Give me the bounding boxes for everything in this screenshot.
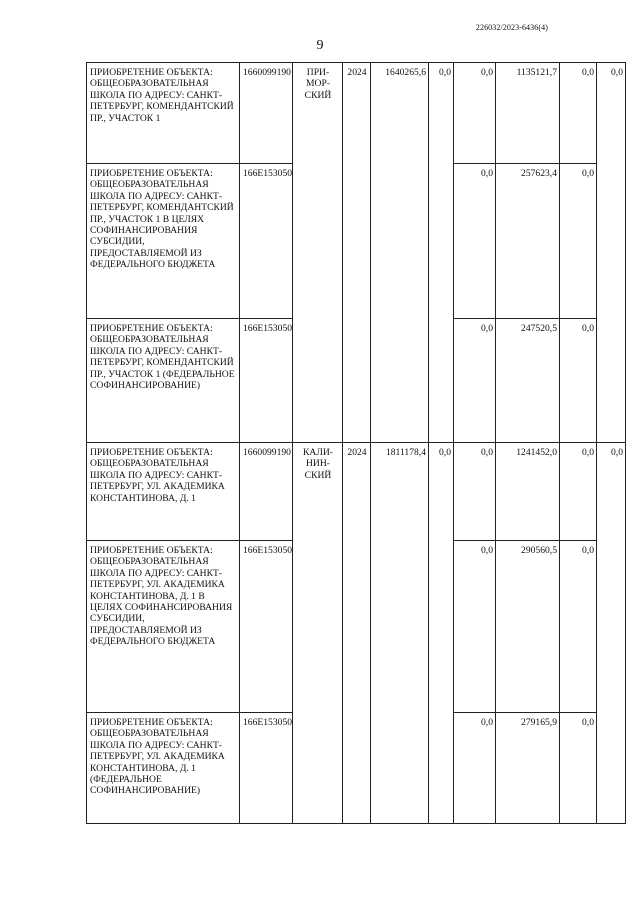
budget-code-cell: 166E153050 (240, 164, 293, 319)
amount-cell: 0,0 (560, 713, 597, 824)
amount-cell: 0,0 (597, 63, 626, 443)
amount-cell: 290560,5 (496, 541, 560, 713)
amount-cell: 0,0 (454, 541, 496, 713)
object-name-cell: ПРИОБРЕТЕНИЕ ОБЪЕКТА: ОБЩЕОБРАЗОВАТЕЛЬНАЯ ШКОЛА ПО АДРЕСУ: САНКТ-ПЕТЕРБУРГ, КОМЕНДАНТСКИЙ ПР., УЧАСТОК 1 (87, 63, 240, 164)
amount-cell: 279165,9 (496, 713, 560, 824)
budget-code-cell: 166E153050 (240, 541, 293, 713)
amount-cell: 0,0 (454, 164, 496, 319)
table-row (87, 63, 626, 164)
district-cell: КАЛИ- НИН- СКИЙ (293, 443, 343, 824)
budget-code-cell: 1660099190 (240, 443, 293, 541)
amount-cell: 1241452,0 (496, 443, 560, 541)
amount-cell: 0,0 (560, 541, 597, 713)
object-name-cell: ПРИОБРЕТЕНИЕ ОБЪЕКТА: ОБЩЕОБРАЗОВАТЕЛЬНАЯ ШКОЛА ПО АДРЕСУ: САНКТ-ПЕТЕРБУРГ, КОМЕНДАНТСКИЙ ПР., УЧАСТОК 1 (ФЕДЕРАЛЬНОЕ СОФИНАНСИРОВАНИЕ) (87, 319, 240, 443)
budget-code-cell: 1660099190 (240, 63, 293, 164)
district-cell: ПРИ- МОР- СКИЙ (293, 63, 343, 443)
amount-cell: 0,0 (454, 713, 496, 824)
amount-cell: 0,0 (560, 164, 597, 319)
amount-cell: 0,0 (429, 63, 454, 443)
amount-cell: 0,0 (560, 443, 597, 541)
year-cell: 2024 (343, 443, 371, 824)
amount-cell: 0,0 (560, 319, 597, 443)
budget-code-cell: 166E153050 (240, 713, 293, 824)
object-name-cell: ПРИОБРЕТЕНИЕ ОБЪЕКТА: ОБЩЕОБРАЗОВАТЕЛЬНАЯ ШКОЛА ПО АДРЕСУ: САНКТ-ПЕТЕРБУРГ, КОМЕНДАНТСКИЙ ПР., УЧАСТОК 1 В ЦЕЛЯХ СОФИНАНСИРОВАНИЯ СУБСИДИИ, ПРЕДОСТАВЛЯЕМОЙ ИЗ ФЕДЕРАЛЬНОГО БЮДЖЕТА (87, 164, 240, 319)
object-name-cell: ПРИОБРЕТЕНИЕ ОБЪЕКТА: ОБЩЕОБРАЗОВАТЕЛЬНАЯ ШКОЛА ПО АДРЕСУ: САНКТ-ПЕТЕРБУРГ, УЛ. АКАДЕМИКА КОНСТАНТИНОВА, Д. 1 В ЦЕЛЯХ СОФИНАНСИРОВАНИЯ СУБСИДИИ, ПРЕДОСТАВЛЯЕМОЙ ИЗ ФЕДЕРАЛЬНОГО БЮДЖЕТА (87, 541, 240, 713)
amount-cell: 0,0 (560, 63, 597, 164)
object-name-cell: ПРИОБРЕТЕНИЕ ОБЪЕКТА: ОБЩЕОБРАЗОВАТЕЛЬНАЯ ШКОЛА ПО АДРЕСУ: САНКТ-ПЕТЕРБУРГ, УЛ. АКАДЕМИКА КОНСТАНТИНОВА, Д. 1 (ФЕДЕРАЛЬНОЕ СОФИНАНСИРОВАНИЕ) (87, 713, 240, 824)
amount-cell: 0,0 (597, 443, 626, 824)
budget-code-cell: 166E153050 (240, 319, 293, 443)
total-amount-cell: 1811178,4 (371, 443, 429, 824)
amount-cell: 1135121,7 (496, 63, 560, 164)
total-amount-cell: 1640265,6 (371, 63, 429, 443)
amount-cell: 247520,5 (496, 319, 560, 443)
document-registration-number: 226032/2023-6436(4) (475, 23, 548, 32)
amount-cell: 0,0 (454, 443, 496, 541)
table-row (87, 443, 626, 541)
page-number: 9 (316, 38, 324, 53)
amount-cell: 0,0 (454, 319, 496, 443)
object-name-cell: ПРИОБРЕТЕНИЕ ОБЪЕКТА: ОБЩЕОБРАЗОВАТЕЛЬНАЯ ШКОЛА ПО АДРЕСУ: САНКТ-ПЕТЕРБУРГ, УЛ. АКАДЕМИКА КОНСТАНТИНОВА, Д. 1 (87, 443, 240, 541)
budget-table (86, 62, 626, 824)
amount-cell: 257623,4 (496, 164, 560, 319)
amount-cell: 0,0 (429, 443, 454, 824)
year-cell: 2024 (343, 63, 371, 443)
amount-cell: 0,0 (454, 63, 496, 164)
